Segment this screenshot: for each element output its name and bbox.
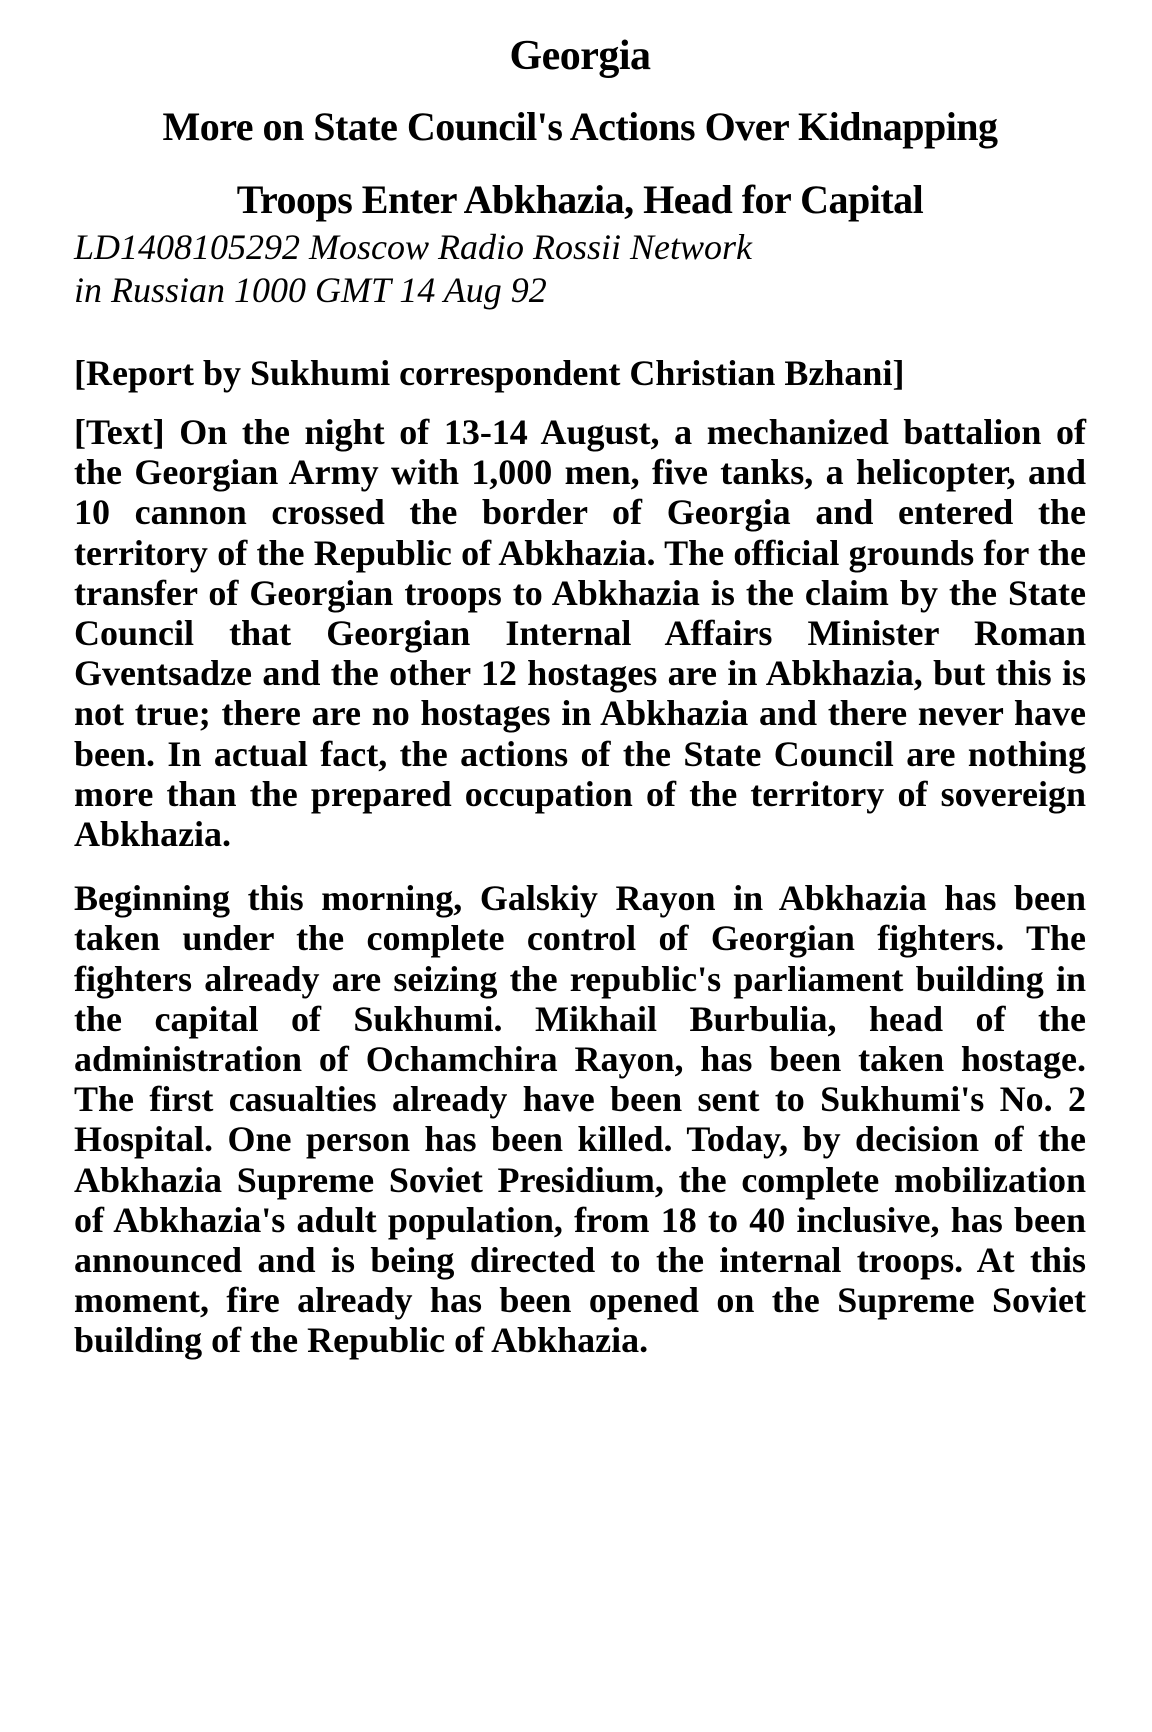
article-headline: More on State Council's Actions Over Kidnapping xyxy=(162,104,998,149)
dateline xyxy=(74,226,1086,312)
body-paragraph-2: Beginning this morning, Galskiy Rayon in Abkhazia has been taken under the complete control of Georgian fighters. The fighters already are seizing the republic's parliament building in the capital of Sukhumi. Mikhail Burbulia, head of the administration of Ochamchira Rayon, has been taken hostage. The first casualties already have been sent to Sukhumi's No. 2 Hospital. One person has been killed. Today, by decision of the Abkhazia Supreme Soviet Presidium, the complete mobilization of Abkhazia's adult population, from 18 to 40 inclusive, has been announced and is being directed to the internal troops. At this moment, fire already has been opened on the Supreme Soviet building of the Republic of Abkhazia. xyxy=(74,878,1086,1361)
dateline-source: LD1408105292 Moscow Radio Rossii Network xyxy=(74,227,753,267)
dateline-time: in Russian 1000 GMT 14 Aug 92 xyxy=(74,270,547,310)
article-subheadline: Troops Enter Abkhazia, Head for Capital xyxy=(236,177,924,222)
section-title: Georgia xyxy=(509,33,651,79)
report-byline: [Report by Sukhumi correspondent Christian Bzhani] xyxy=(74,353,905,393)
body-paragraph-1: [Text] On the night of 13-14 August, a mechanized battalion of the Georgian Army with 1,000 men, five tanks, a helicopter, and 10 cannon crossed the border of Georgia and entered the territory of the Republic of Abkhazia. The official grounds for the transfer of Georgian troops to Abkhazia is the claim by the State Council that Georgian Internal Affairs Minister Roman Gventsadze and the other 12 hostages are in Abkhazia, but this is not true; there are no hostages in Abkhazia and there never have been. In actual fact, the actions of the State Council are nothing more than the prepared occupation of the territory of sovereign Abkhazia. xyxy=(74,412,1086,855)
document-page xyxy=(74,30,1086,1361)
